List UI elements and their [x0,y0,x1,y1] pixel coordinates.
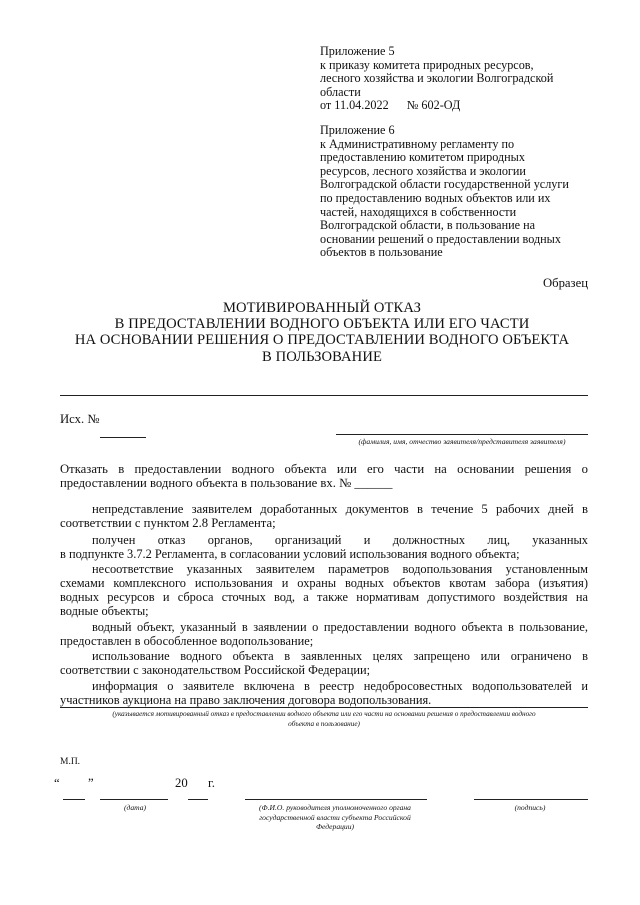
appendix-5-line: области [320,84,361,99]
official-name-line [245,799,427,800]
appendix-6-line: частей, находящихся в собственности [320,204,517,219]
appendix-6-line: ресурсов, лесного хозяйства и экологии [320,163,526,178]
title-line: В ПОЛЬЗОВАНИЕ [262,348,382,365]
reason-line: непредставление заявителем доработанных документов в течение 5 рабочих дней в [92,502,588,516]
outgoing-number-line [100,437,146,438]
reason-line: водных ресурсов и сброса сточных вод, а также нормативам допустимого воздействия на [60,590,588,605]
document-title [60,300,584,365]
appendix-6-line: объектов в пользование [320,245,443,260]
official-caption [240,803,430,832]
date-year-prefix: 20 [175,776,188,790]
reason-item [60,562,588,618]
title-line: В ПРЕДОСТАВЛЕНИИ ВОДНОГО ОБЪЕКТА ИЛИ ЕГО ЧАСТИ [114,316,530,333]
reasons-underline [60,707,588,708]
date-year-line [188,799,208,800]
date-day-line [63,799,85,800]
reason-line: использование водного объекта в заявленных целях запрещено или ограничено в [92,649,588,663]
reason-item [60,502,588,530]
appendix-6-line: основании решений о предоставлении водных [320,231,561,246]
sample-label: Образец [542,276,588,290]
reason-line: несоответствие указанных заявителем параметров водопользования установленным [92,562,588,576]
reason-item [60,620,588,648]
appendix-5-line: Приложение 5 [320,44,395,58]
applicant-caption: (фамилия, имя, отчество заявителя/представителя заявителя) [358,437,566,446]
signature-caption: (подпись) [514,803,546,812]
appendix-6-line: к Административному регламенту по [320,136,515,151]
refusal-line: Отказать в предоставлении водного объекта или его части на основании решения о [60,462,588,476]
reason-item [60,679,588,707]
appendix-6-line: Волгоградской области государственной услуги [320,177,569,192]
reason-line: в подпункте 3.7.2 Регламента, в согласовании условий использования водного объекта; [60,547,520,562]
reason-line: информация о заявителе включена в реестр недобросовестных водопользователей и [92,679,588,693]
refusal-paragraph [60,462,588,490]
appendix-6-line: Приложение 6 [320,123,395,137]
appendix-6-block [320,124,569,260]
refusal-line: предоставлении водного объекта в пользование вх. № ______ [60,476,393,491]
date-close-quote: ” [88,776,94,790]
title-line: МОТИВИРОВАННЫЙ ОТКАЗ [222,300,422,316]
appendix-5-line: лесного хозяйства и экологии Волгоградской [320,71,554,86]
appendix-6-line: Волгоградской области, в пользование на [320,218,536,233]
appendix-5-line: к приказу комитета природных ресурсов, [320,57,534,72]
reason-line: предоставлен в обособленное водопользование; [60,634,314,649]
date-open-quote: “ [54,776,60,790]
appendix-5-date-row [320,99,553,113]
date-year-suffix: г. [208,776,215,790]
official-caption-line: Федерации) [315,822,355,832]
separator-line [60,395,588,396]
reason-item [60,533,588,561]
official-caption-line: (Ф.И.О. руководителя уполномоченного органа [259,803,411,812]
stamp-label: М.П. [60,757,81,767]
reason-caption-line: (указывается мотивированный отказ в предоставлении водного объекта или его части на основании решения о предоставлении водного [112,710,536,718]
reason-line: водный объект, указанный в заявлении о предоставлении водного объекта в пользование, [92,620,588,634]
appendix-6-line: по предоставлению водных объектов или их [320,190,551,205]
reason-item [60,649,588,677]
reason-caption-line: объекта в пользование) [288,719,360,728]
reason-line: водные объекты; [60,604,149,619]
title-line: НА ОСНОВАНИИ РЕШЕНИЯ О ПРЕДОСТАВЛЕНИИ ВОДНОГО ОБЪЕКТА [74,332,570,349]
appendix-5-block [320,45,553,113]
reason-caption [60,710,588,729]
reason-line: схемами комплексного использования и охраны водных объектов квотам забора (изъятия) [60,576,588,591]
order-date: от 11.04.2022 [320,98,389,113]
outgoing-number-label: Исх. № [60,412,100,426]
date-month-line [100,799,168,800]
reason-line: соответствии с пунктом 2.8 Регламента; [60,516,276,531]
date-caption: (дата) [123,803,147,812]
order-number: № 602-ОД [406,98,461,113]
official-caption-line: государственной власти субъекта Российской [259,812,411,822]
reason-line: соответствии с законодательством Российской Федерации; [60,663,371,678]
reason-line: получен отказ органов, организаций и должностных лиц, указанных [92,533,588,547]
reason-line: участников аукциона на право заключения договора водопользования. [60,693,432,708]
signature-line [474,799,588,800]
applicant-name-line [336,434,588,435]
appendix-6-line: предоставлению комитетом природных [320,150,525,165]
